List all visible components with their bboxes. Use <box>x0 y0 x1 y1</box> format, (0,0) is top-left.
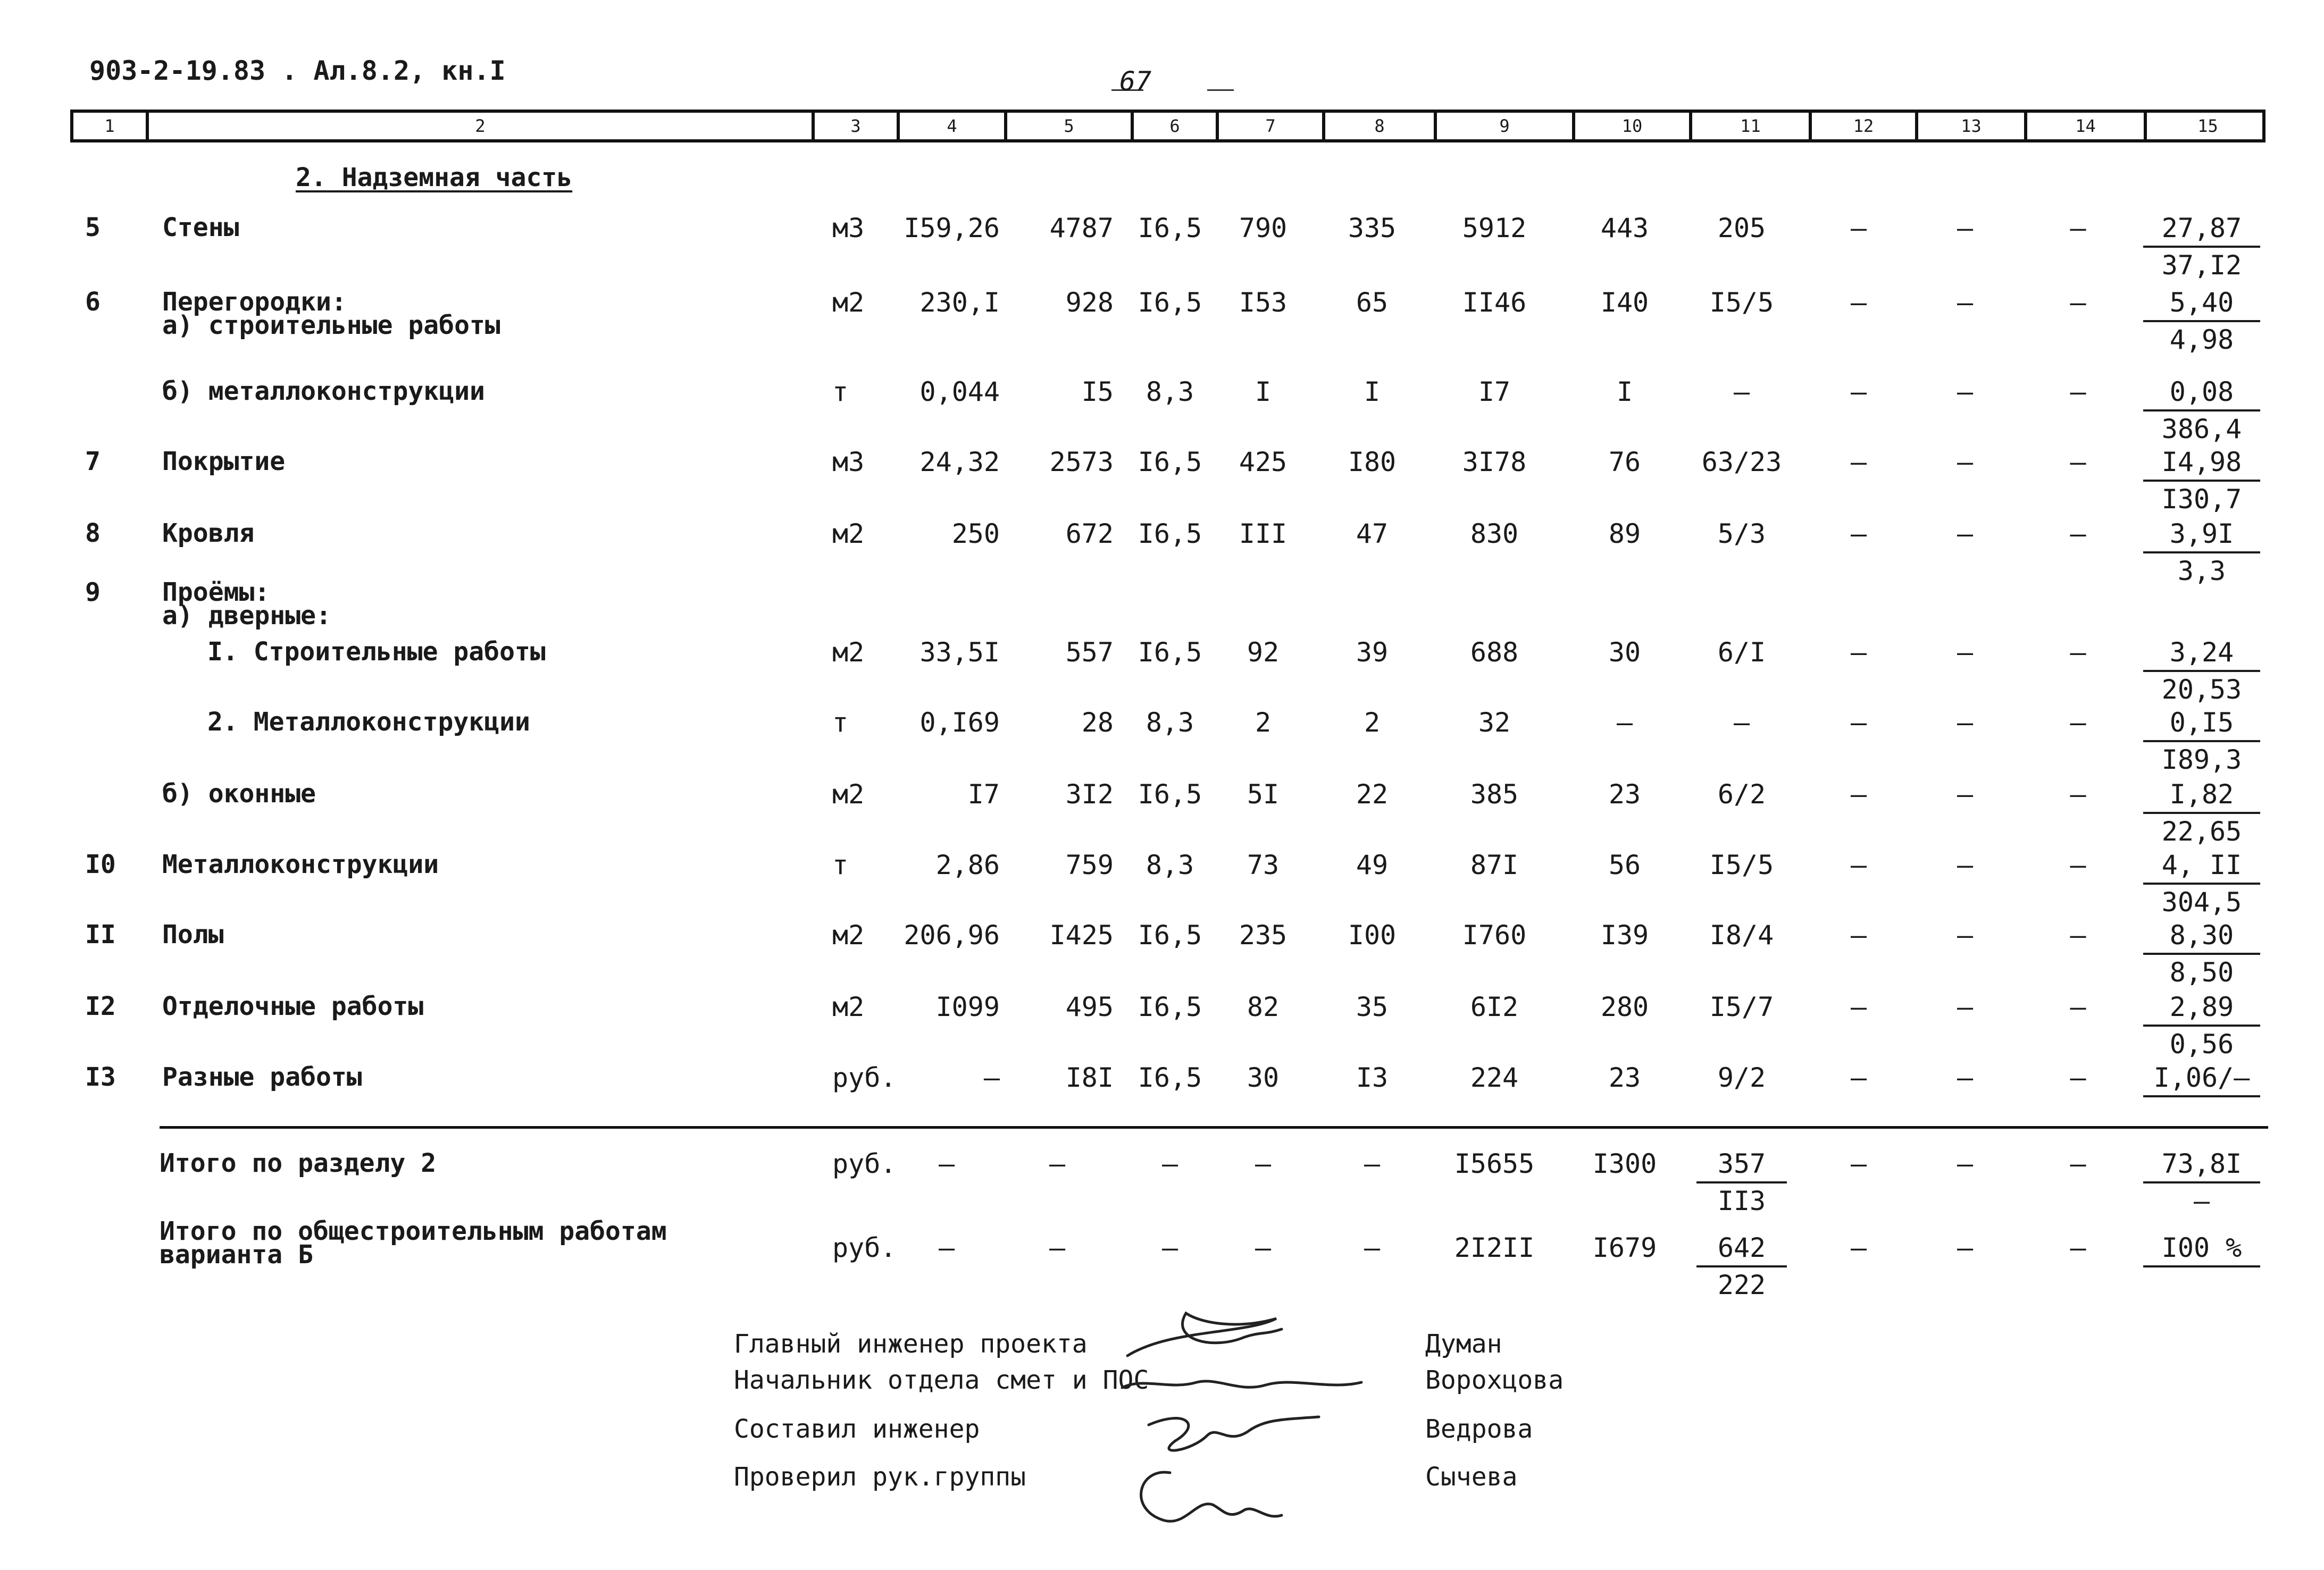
total-c10: I679 <box>1592 1232 1657 1263</box>
unit-cost-ratio-bottom: 20,53 <box>2161 674 2242 705</box>
cost-c9: 87I <box>1470 850 1519 880</box>
dash-c14: – <box>2070 637 2086 668</box>
unit: м2 <box>832 779 865 810</box>
unit-cost-ratio <box>2133 918 2271 990</box>
signature-role: Составил инженер <box>734 1414 980 1444</box>
cost-c11: 9/2 <box>1717 1062 1766 1093</box>
dash-c14: – <box>2070 920 2086 951</box>
row-name: Покрытие <box>162 447 286 476</box>
unit: руб. <box>832 1062 897 1093</box>
cost-c7: III <box>1239 518 1288 549</box>
dash-c12: – <box>1850 1232 1867 1263</box>
row-name: б) металлоконструкции <box>162 376 485 406</box>
cost-c5: 759 <box>1065 850 1114 880</box>
dash-c7: – <box>1255 1232 1272 1263</box>
unit: руб. <box>832 1148 897 1179</box>
dash-c12: – <box>1850 1062 1867 1093</box>
dash-c13: – <box>1957 707 1974 738</box>
cost-c9: 3I78 <box>1462 447 1527 477</box>
total-name: Итого по разделу 2 <box>160 1148 437 1178</box>
total-c9: 2I2II <box>1454 1232 1535 1263</box>
unit-cost-ratio <box>2133 777 2271 849</box>
dash-c12: – <box>1850 287 1867 318</box>
unit-cost-ratio <box>2133 516 2271 589</box>
cost-c11: 6/2 <box>1717 779 1766 810</box>
cost-c9: I760 <box>1462 920 1527 951</box>
dash-c13: – <box>1957 1232 1974 1263</box>
dash-c13: – <box>1957 850 1974 880</box>
cost-c9: 5912 <box>1462 213 1527 244</box>
cost-c7: 73 <box>1247 850 1280 880</box>
column-number-6: 6 <box>1131 113 1216 139</box>
unit-cost-ratio <box>2133 989 2271 1062</box>
cost-c11: – <box>1733 376 1750 407</box>
dash-c13: – <box>1957 518 1974 549</box>
cost-c7: 235 <box>1239 920 1288 951</box>
cost-c5: 495 <box>1065 992 1114 1022</box>
cost-c10: 443 <box>1600 213 1649 244</box>
cost-c11: I8/4 <box>1709 920 1774 951</box>
page-number-dash-right <box>1207 89 1234 91</box>
total-c9: I5655 <box>1454 1148 1535 1179</box>
cost-c10: 23 <box>1608 1062 1641 1093</box>
cost-c10: 280 <box>1600 992 1649 1022</box>
unit-cost-ratio-top: I,82 <box>2143 777 2260 814</box>
cost-c5: 2573 <box>1049 447 1114 477</box>
total-unit-cost-ratio <box>2133 1230 2271 1303</box>
unit-cost-ratio <box>2133 444 2271 517</box>
cost-c8: 49 <box>1356 850 1389 880</box>
total-c10: I300 <box>1592 1148 1657 1179</box>
dash-c12: – <box>1850 992 1867 1022</box>
quantity: 24,32 <box>919 447 1000 477</box>
cost-c8: I3 <box>1356 1062 1389 1093</box>
cost-c5: 557 <box>1065 637 1114 668</box>
cost-c11: I5/7 <box>1709 992 1774 1022</box>
dash-c14: – <box>2070 707 2086 738</box>
dash-c12: – <box>1850 213 1867 244</box>
row-name: Отделочные работы <box>162 992 424 1021</box>
totals-divider <box>160 1126 2268 1129</box>
cost-c7: I <box>1255 376 1272 407</box>
quantity: I59,26 <box>904 213 1000 244</box>
dash-c13: – <box>1957 287 1974 318</box>
cost-c7: 30 <box>1247 1062 1280 1093</box>
dash-c4: – <box>938 1148 955 1179</box>
column-number-8: 8 <box>1322 113 1434 139</box>
dash-c13: – <box>1957 779 1974 810</box>
row-number: I3 <box>85 1062 116 1092</box>
dash-c13: – <box>1957 213 1974 244</box>
column-number-14: 14 <box>2024 113 2144 139</box>
cost-c6: I6,5 <box>1138 518 1202 549</box>
fraction-top: 642 <box>1696 1230 1787 1267</box>
unit-cost-ratio-bottom: 37,I2 <box>2161 250 2242 281</box>
total-c11-fraction <box>1686 1230 1798 1303</box>
cost-c11: 5/3 <box>1717 518 1766 549</box>
row-name: Стены <box>162 213 239 242</box>
dash-c12: – <box>1850 779 1867 810</box>
row-number: 7 <box>85 447 101 476</box>
column-number-15: 15 <box>2144 113 2269 139</box>
unit-cost-ratio <box>2133 1060 2271 1132</box>
cost-c7: 790 <box>1239 213 1288 244</box>
signature-name: Ворохцова <box>1425 1365 1564 1395</box>
unit-cost-ratio-bottom: 8,50 <box>2169 957 2234 988</box>
cost-c9: 830 <box>1470 518 1519 549</box>
dash-c12: – <box>1850 850 1867 880</box>
unit: т <box>832 850 849 880</box>
signature-role: Проверил рук.группы <box>734 1462 1026 1492</box>
quantity: I099 <box>935 992 1000 1022</box>
cost-c10: I39 <box>1600 920 1649 951</box>
dash-c6: – <box>1161 1232 1178 1263</box>
cost-c11: I5/5 <box>1709 850 1774 880</box>
cost-c9: 385 <box>1470 779 1519 810</box>
dash-c14: – <box>2070 1232 2086 1263</box>
row-number: 9 <box>85 577 101 607</box>
quantity: 2,86 <box>935 850 1000 880</box>
unit: м3 <box>832 447 865 477</box>
cost-c8: I80 <box>1348 447 1397 477</box>
cost-c6: I6,5 <box>1138 447 1202 477</box>
row-name: Разные работы <box>162 1062 362 1092</box>
row-number: I0 <box>85 850 116 879</box>
dash-c12: – <box>1850 920 1867 951</box>
column-number-9: 9 <box>1434 113 1572 139</box>
row-number: 8 <box>85 518 101 548</box>
cost-c10: 76 <box>1608 447 1641 477</box>
cost-c9: II46 <box>1462 287 1527 318</box>
cost-c5: 28 <box>1081 707 1114 738</box>
quantity: 230,I <box>919 287 1000 318</box>
row-name: Проёмы: <box>162 577 270 607</box>
cost-c11: – <box>1733 707 1750 738</box>
cost-c7: 2 <box>1255 707 1272 738</box>
cost-c10: I40 <box>1600 287 1649 318</box>
column-number-12: 12 <box>1809 113 1915 139</box>
unit: м2 <box>832 920 865 951</box>
unit-cost-ratio-bottom <box>2133 1267 2271 1303</box>
row-number: II <box>85 920 116 950</box>
quantity: 206,96 <box>904 920 1000 951</box>
row-number: I2 <box>85 992 116 1021</box>
total-name: Итого по общестроительным работам <box>160 1216 667 1246</box>
cost-c10: 56 <box>1608 850 1641 880</box>
unit: м2 <box>832 518 865 549</box>
cost-c6: 8,3 <box>1146 376 1194 407</box>
column-number-5: 5 <box>1004 113 1131 139</box>
dash-c6: – <box>1161 1148 1178 1179</box>
cost-c6: I6,5 <box>1138 213 1202 244</box>
row-name: 2. Металлоконструкции <box>207 707 530 737</box>
dash-c5: – <box>1049 1148 1066 1179</box>
dash-c13: – <box>1957 447 1974 477</box>
quantity: I7 <box>967 779 1000 810</box>
cost-c8: 65 <box>1356 287 1389 318</box>
dash-c8: – <box>1364 1232 1381 1263</box>
column-number-4: 4 <box>897 113 1004 139</box>
dash-c13: – <box>1957 920 1974 951</box>
column-number-2: 2 <box>146 113 812 139</box>
cost-c7: 425 <box>1239 447 1288 477</box>
dash-c13: – <box>1957 1148 1974 1179</box>
unit-cost-ratio-bottom: I30,7 <box>2161 484 2242 515</box>
dash-c4: – <box>938 1232 955 1263</box>
cost-c8: I <box>1364 376 1381 407</box>
unit-cost-ratio-bottom: 304,5 <box>2161 887 2242 918</box>
unit-cost-ratio-bottom: 22,65 <box>2161 816 2242 847</box>
cost-c5: I5 <box>1081 376 1114 407</box>
unit-cost-ratio-top: 0,08 <box>2143 374 2260 412</box>
unit: т <box>832 707 849 738</box>
column-number-10: 10 <box>1572 113 1689 139</box>
dash-c12: – <box>1850 637 1867 668</box>
dash-c14: – <box>2070 287 2086 318</box>
unit-cost-ratio-top: 3,24 <box>2143 635 2260 672</box>
page-number: 67 <box>1119 66 1152 97</box>
quantity: 33,5I <box>919 637 1000 668</box>
quantity: 0,I69 <box>919 707 1000 738</box>
cost-c11: 205 <box>1717 213 1766 244</box>
unit-cost-ratio-top: 73,8I <box>2143 1146 2260 1183</box>
cost-c5: 928 <box>1065 287 1114 318</box>
dash-c14: – <box>2070 447 2086 477</box>
unit-cost-ratio-bottom: 3,3 <box>2177 556 2226 586</box>
cost-c11: 63/23 <box>1701 447 1782 477</box>
total-unit-cost-ratio <box>2133 1146 2271 1219</box>
cost-c10: 23 <box>1608 779 1641 810</box>
fraction-bottom: 222 <box>1717 1270 1766 1300</box>
unit-cost-ratio-top: 3,9I <box>2143 516 2260 553</box>
cost-c10: – <box>1616 707 1633 738</box>
dash-c13: – <box>1957 1062 1974 1093</box>
cost-c10: 30 <box>1608 637 1641 668</box>
unit-cost-ratio-top: 8,30 <box>2143 918 2260 955</box>
unit-cost-ratio-top: I,06/– <box>2143 1060 2260 1097</box>
cost-c5: 4787 <box>1049 213 1114 244</box>
cost-c9: 688 <box>1470 637 1519 668</box>
row-name-subsub: I. Строительные работы <box>207 637 546 667</box>
dash-c5: – <box>1049 1232 1066 1263</box>
cost-c8: 2 <box>1364 707 1381 738</box>
cost-c8: 22 <box>1356 779 1389 810</box>
unit: м2 <box>832 992 865 1022</box>
row-name-sub: а) дверные: <box>162 601 331 631</box>
handwritten-signatures <box>1106 1297 1404 1547</box>
unit: м2 <box>832 637 865 668</box>
dash-c14: – <box>2070 850 2086 880</box>
signature-name: Сычева <box>1425 1462 1518 1492</box>
signature-vorokhtsova <box>1122 1381 1361 1388</box>
unit: руб. <box>832 1232 897 1263</box>
signature-role: Главный инженер проекта <box>734 1329 1088 1359</box>
unit-cost-ratio-bottom: 386,4 <box>2161 414 2242 444</box>
signature-name: Ведрова <box>1425 1414 1533 1444</box>
signature-role: Начальник отдела смет и ПОС <box>734 1365 1149 1395</box>
cost-c6: 8,3 <box>1146 850 1194 880</box>
unit-cost-ratio <box>2133 635 2271 707</box>
cost-c6: I6,5 <box>1138 287 1202 318</box>
row-name: Кровля <box>162 518 255 548</box>
unit-cost-ratio <box>2133 211 2271 283</box>
unit-cost-ratio-bottom: – <box>2193 1186 2210 1216</box>
cost-c10: I <box>1616 376 1633 407</box>
total-name-sub: варианта Б <box>160 1240 313 1270</box>
cost-c7: 5I <box>1247 779 1280 810</box>
cost-c11: I5/5 <box>1709 287 1774 318</box>
dash-c12: – <box>1850 376 1867 407</box>
signature-duman <box>1127 1313 1282 1356</box>
unit-cost-ratio <box>2133 705 2271 777</box>
fraction-top: 357 <box>1696 1146 1787 1183</box>
unit-cost-ratio-top: 0,I5 <box>2143 705 2260 742</box>
quantity: – <box>983 1062 1000 1093</box>
column-number-header <box>70 110 2266 142</box>
unit: м2 <box>832 287 865 318</box>
cost-c6: I6,5 <box>1138 992 1202 1022</box>
cost-c5: 672 <box>1065 518 1114 549</box>
cost-c5: I425 <box>1049 920 1114 951</box>
dash-c12: – <box>1850 707 1867 738</box>
quantity: 0,044 <box>919 376 1000 407</box>
column-number-11: 11 <box>1689 113 1809 139</box>
row-number: 6 <box>85 287 101 317</box>
unit-cost-ratio-top: 4, II <box>2143 847 2260 885</box>
cost-c9: 32 <box>1478 707 1511 738</box>
unit-cost-ratio-bottom: I89,3 <box>2161 744 2242 775</box>
section-title: 2. Надземная часть <box>296 163 573 192</box>
row-number: 5 <box>85 213 101 242</box>
unit-cost-ratio-bottom: 4,98 <box>2169 324 2234 355</box>
signature-sycheva <box>1141 1472 1282 1521</box>
document-code: 903-2-19.83 . Ал.8.2, кн.I <box>89 55 506 86</box>
cost-c6: 8,3 <box>1146 707 1194 738</box>
cost-c8: 35 <box>1356 992 1389 1022</box>
dash-c8: – <box>1364 1148 1381 1179</box>
cost-c5: I8I <box>1065 1062 1114 1093</box>
cost-c7: 82 <box>1247 992 1280 1022</box>
dash-c14: – <box>2070 1148 2086 1179</box>
unit-cost-ratio-top: I4,98 <box>2143 444 2260 482</box>
cost-c11: 6/I <box>1717 637 1766 668</box>
cost-c7: 92 <box>1247 637 1280 668</box>
unit-cost-ratio-top: I00 % <box>2143 1230 2260 1267</box>
dash-c12: – <box>1850 1148 1867 1179</box>
dash-c12: – <box>1850 518 1867 549</box>
column-number-3: 3 <box>812 113 897 139</box>
column-number-1: 1 <box>104 116 115 136</box>
cost-c6: I6,5 <box>1138 1062 1202 1093</box>
cost-c7: I53 <box>1239 287 1288 318</box>
cost-c10: 89 <box>1608 518 1641 549</box>
cost-c8: 335 <box>1348 213 1397 244</box>
fraction-bottom: II3 <box>1717 1186 1766 1216</box>
dash-c14: – <box>2070 779 2086 810</box>
unit: м3 <box>832 213 865 244</box>
row-name: Полы <box>162 920 224 950</box>
unit-cost-ratio-top: 2,89 <box>2143 989 2260 1027</box>
unit: т <box>832 376 849 407</box>
unit-cost-ratio-bottom: 0,56 <box>2169 1029 2234 1060</box>
quantity: 250 <box>951 518 1000 549</box>
row-name: Металлоконструкции <box>162 850 439 879</box>
column-number-7: 7 <box>1216 113 1322 139</box>
signature-vedrova <box>1149 1417 1319 1450</box>
dash-c7: – <box>1255 1148 1272 1179</box>
dash-c14: – <box>2070 213 2086 244</box>
cost-c6: I6,5 <box>1138 920 1202 951</box>
row-name: б) оконные <box>162 779 316 809</box>
unit-cost-ratio <box>2133 374 2271 447</box>
dash-c14: – <box>2070 1062 2086 1093</box>
unit-cost-ratio <box>2133 285 2271 357</box>
unit-cost-ratio-top: 5,40 <box>2143 285 2260 322</box>
total-c11-fraction <box>1686 1146 1798 1219</box>
row-name: Перегородки: <box>162 287 347 317</box>
cost-c8: 39 <box>1356 637 1389 668</box>
unit-cost-ratio-top: 27,87 <box>2143 211 2260 248</box>
cost-c9: 6I2 <box>1470 992 1519 1022</box>
signature-name: Думан <box>1425 1329 1502 1359</box>
dash-c13: – <box>1957 376 1974 407</box>
cost-c9: I7 <box>1478 376 1511 407</box>
dash-c13: – <box>1957 637 1974 668</box>
dash-c14: – <box>2070 376 2086 407</box>
dash-c14: – <box>2070 992 2086 1022</box>
cost-c8: I00 <box>1348 920 1397 951</box>
cost-c8: 47 <box>1356 518 1389 549</box>
cost-c6: I6,5 <box>1138 779 1202 810</box>
dash-c13: – <box>1957 992 1974 1022</box>
dash-c12: – <box>1850 447 1867 477</box>
unit-cost-ratio <box>2133 847 2271 920</box>
column-number-13: 13 <box>1915 113 2024 139</box>
cost-c5: 3I2 <box>1065 779 1114 810</box>
row-name-sub: а) строительные работы <box>162 310 500 340</box>
cost-c9: 224 <box>1470 1062 1519 1093</box>
cost-c6: I6,5 <box>1138 637 1202 668</box>
dash-c14: – <box>2070 518 2086 549</box>
